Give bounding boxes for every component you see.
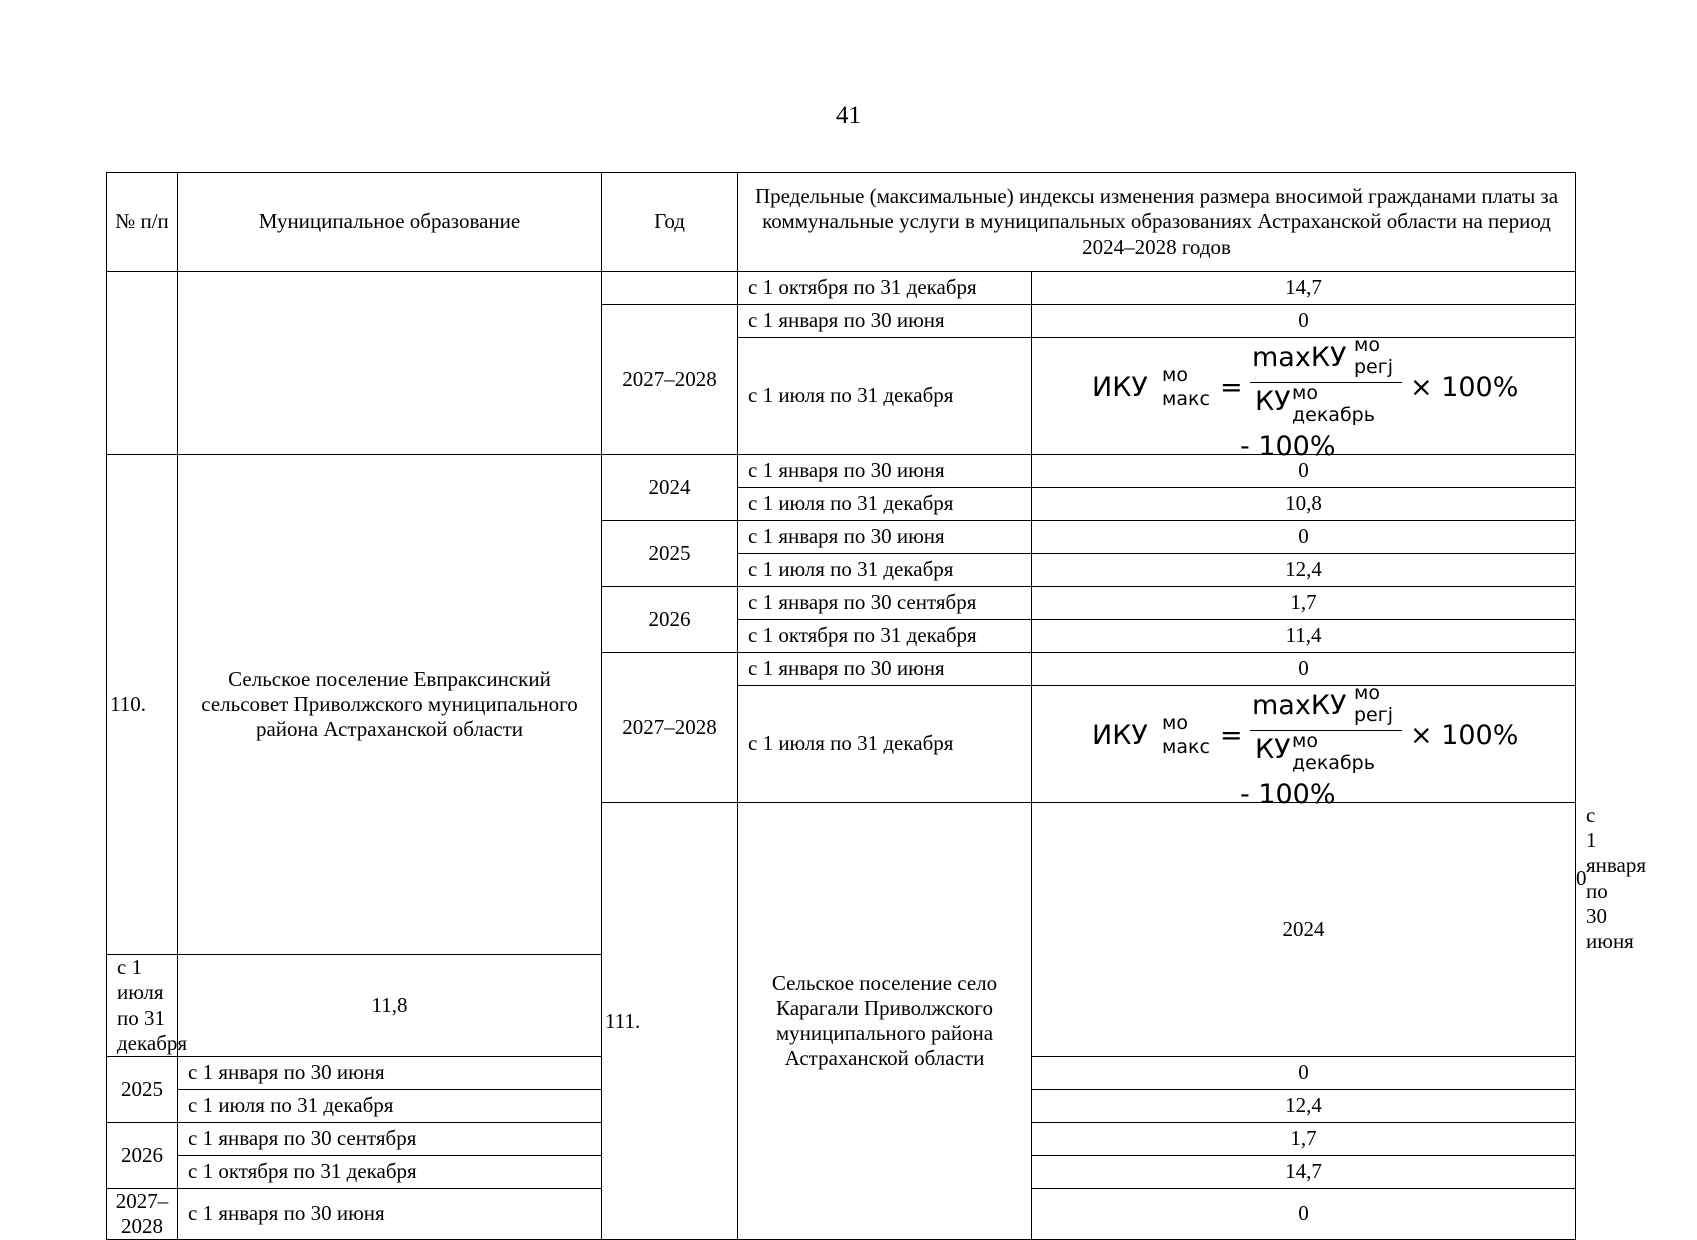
header-year: Год: [602, 173, 738, 272]
cell-value: 0: [1032, 1056, 1576, 1089]
formula-lhs: ИКУ: [1092, 720, 1148, 751]
cell-value: 10,8: [1032, 488, 1576, 521]
formula-lhs-sub: макс: [1162, 388, 1210, 410]
cell-period: с 1 января по 30 июня: [738, 455, 1032, 488]
formula-den-sub: декабрь: [1292, 752, 1375, 774]
table-header-row: [107, 173, 1576, 272]
cell-num: [107, 272, 178, 455]
cell-period: с 1 октября по 31 декабря: [738, 272, 1032, 305]
formula-fraction-bar: [1250, 382, 1402, 383]
cell-year: 2027–2028: [602, 653, 738, 803]
cell-period: с 1 января по 30 сентября: [738, 587, 1032, 620]
cell-year: [602, 272, 738, 305]
formula-num-sub: регj: [1354, 356, 1394, 378]
cell-formula: [1032, 682, 1576, 810]
page-number: 41: [836, 102, 861, 129]
formula-tail: - 100%: [1240, 431, 1336, 462]
cell-num: 110.: [107, 455, 178, 955]
tariff-formula: [1092, 334, 1552, 478]
cell-value: 11,4: [1032, 620, 1576, 653]
cell-period: с 1 июля по 31 декабря: [738, 554, 1032, 587]
formula-fraction-bar: [1250, 730, 1402, 731]
formula-numerator: maxКУ: [1252, 342, 1347, 373]
cell-value: 0: [1032, 653, 1576, 686]
formula-lhs-sup: мо: [1162, 712, 1188, 734]
cell-period: с 1 января по 30 сентября: [178, 1122, 602, 1155]
cell-period: с 1 июля по 31 декабря: [107, 955, 178, 1057]
cell-year: 2026: [107, 1122, 178, 1188]
cell-period: с 1 июля по 31 декабря: [738, 686, 1032, 803]
cell-municipality: [178, 272, 602, 455]
cell-municipality: Сельское поселение Евпраксинский сельсовет Приволжского муниципального района Астраханской области: [178, 455, 602, 955]
cell-year: 2024: [1032, 803, 1576, 1057]
cell-period: с 1 января по 30 июня: [178, 1188, 602, 1239]
cell-value: 0: [1032, 455, 1576, 488]
cell-value: 14,7: [1032, 272, 1576, 305]
cell-value: 0: [1032, 521, 1576, 554]
formula-numerator: maxКУ: [1252, 690, 1347, 721]
cell-period: с 1 января по 30 июня: [738, 305, 1032, 338]
header-municipality: Муниципальное образование: [178, 173, 602, 272]
formula-times: × 100%: [1410, 372, 1519, 403]
formula-times: × 100%: [1410, 720, 1519, 751]
cell-period: с 1 января по 30 июня: [178, 1056, 602, 1089]
cell-value: 0: [1032, 305, 1576, 338]
cell-year: 2027–2028: [107, 1188, 178, 1239]
cell-year: 2024: [602, 455, 738, 521]
cell-period: с 1 октября по 31 декабря: [738, 620, 1032, 653]
formula-equals: =: [1220, 720, 1243, 751]
formula-den-sup: мо: [1292, 382, 1318, 404]
cell-num: 111.: [602, 803, 738, 1240]
cell-period: с 1 июля по 31 декабря: [738, 488, 1032, 521]
cell-value: 12,4: [1032, 1089, 1576, 1122]
cell-year: 2025: [107, 1056, 178, 1122]
cell-period: с 1 января по 30 июня: [738, 521, 1032, 554]
header-num: № п/п: [107, 173, 178, 272]
header-indices: Предельные (максимальные) индексы изменения размера вносимой гражданами платы за коммунальные услуги в муниципальных образованиях Астраханской области на период 2024–2028 годов: [738, 173, 1576, 272]
cell-year: 2025: [602, 521, 738, 587]
formula-num-sub: регj: [1354, 704, 1394, 726]
cell-year: 2027–2028: [602, 305, 738, 455]
cell-formula: [1032, 334, 1576, 462]
table-row: 111. Сельское поселение село Карагали Приволжского муниципального района Астраханской области 2024 с 1 января по 30 июня 0: [107, 803, 1576, 955]
formula-lhs: ИКУ: [1092, 372, 1148, 403]
cell-value: 1,7: [1032, 1122, 1576, 1155]
formula-tail: - 100%: [1240, 779, 1336, 810]
formula-num-sup: мо: [1354, 334, 1380, 356]
formula-den-sub: декабрь: [1292, 404, 1375, 426]
formula-lhs-sub: макс: [1162, 736, 1210, 758]
cell-value: 1,7: [1032, 587, 1576, 620]
table-row: [107, 272, 1576, 305]
cell-period: с 1 июля по 31 декабря: [178, 1089, 602, 1122]
formula-denominator: КУ: [1255, 386, 1291, 417]
cell-value: 0: [1032, 1188, 1576, 1239]
formula-den-sup: мо: [1292, 730, 1318, 752]
formula-lhs-sup: мо: [1162, 364, 1188, 386]
cell-value: 12,4: [1032, 554, 1576, 587]
cell-period: с 1 января по 30 июня: [738, 653, 1032, 686]
formula-equals: =: [1220, 372, 1243, 403]
formula-num-sup: мо: [1354, 682, 1380, 704]
cell-period: с 1 октября по 31 декабря: [178, 1155, 602, 1188]
cell-value: 14,7: [1032, 1155, 1576, 1188]
cell-municipality: Сельское поселение село Карагали Приволжского муниципального района Астраханской области: [738, 803, 1032, 1240]
cell-period: с 1 июля по 31 декабря: [738, 338, 1032, 455]
formula-denominator: КУ: [1255, 734, 1291, 765]
cell-year: 2026: [602, 587, 738, 653]
indices-table: [106, 172, 1647, 1240]
cell-value: 11,8: [178, 955, 602, 1057]
tariff-formula: [1092, 682, 1552, 826]
